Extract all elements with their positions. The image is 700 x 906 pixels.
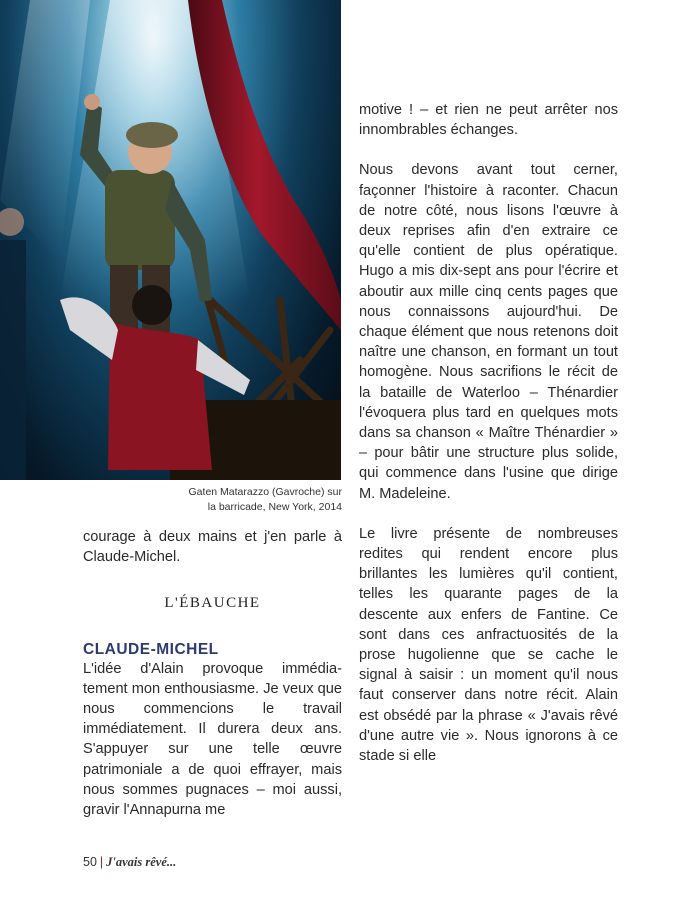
body-paragraph: motive ! – et rien ne peut arrêter nos innombrables échanges. <box>359 102 618 139</box>
photo-caption <box>110 485 342 515</box>
left-column <box>83 527 342 820</box>
body-paragraph: Nous devons avant tout cerner, façonner l'histoire à raconter. Chacun de notre côté, nous lisons l'œuvre à deux reprises afin d'en extraire ce qu'elle contient de plus opératique. Hugo a mis dix-sept ans pour l'écrire et aboutir aux mille cinq cents pages que nous connaissons aujourd'hui. De chaque élément que nous retenons doit naître une chanson, en formant un tout homogène. Nous sacrifions le récit de la bataille de Waterloo – Thénardier l'évoquera plus tard en quelques mots dans sa chanson « Maître Thénardier » – pour bâtir une structure plus solide, qui commence dans l'usine que dirige M. Madeleine. <box>359 162 618 502</box>
body-paragraph: L'idée d'Alain provoque immédia-tement mon enthousiasme. Je veux que nous commencions le travail immédiatement. Il durera deux ans. S'appuyer sur une telle œuvre patrimoniale a de quoi effrayer, mais nous sommes pugnaces – moi aussi, gravir l'Annapurna me <box>83 660 342 819</box>
body-paragraph: Le livre présente de nombreuses redites qui rendent encore plus brillantes les lumières qu'il contient, telles les quarante pages de la descente aux enfers de Fantine. Ce sont dans ces anfractuosités de la prose hugolienne que se cache le signal à saisir : un moment qu'il nous faut conserver dans notre récit. Alain est obsédé par la phrase « J'avais rêvé d'une autre vie ». Nous ignorons à ce stade si elle <box>359 525 618 765</box>
page-footer <box>83 855 176 870</box>
section-title: L'ÉBAUCHE <box>164 595 261 612</box>
page-number: 50 <box>83 855 97 869</box>
speaker-name: CLAUDE-MICHEL <box>83 640 219 658</box>
side-figure <box>0 208 26 480</box>
stage-photo <box>0 0 341 480</box>
book-title: J'avais rêvé... <box>106 855 177 869</box>
caption-line: la barricade, New York, 2014 <box>207 501 342 513</box>
right-column <box>359 100 618 766</box>
caption-line: Gaten Matarazzo (Gavroche) sur <box>188 486 342 498</box>
footer-separator: | <box>99 855 104 869</box>
continued-paragraph: courage à deux mains et j'en parle à Claude-Michel. <box>83 529 342 566</box>
barricade-scene-illustration <box>0 0 341 480</box>
